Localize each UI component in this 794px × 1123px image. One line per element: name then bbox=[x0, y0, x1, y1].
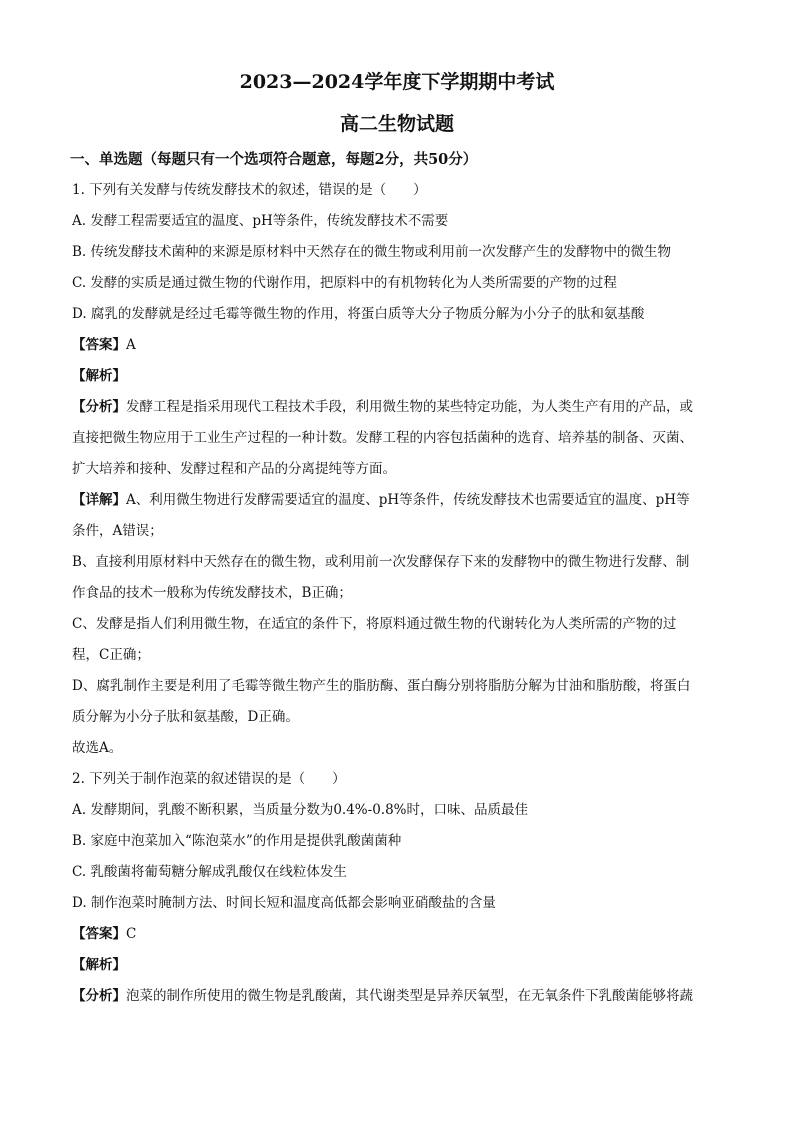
question-1-option-b: B. 传统发酵技术菌种的来源是原材料中天然存在的微生物或利用前一次发酵产生的发酵物中的微生物 bbox=[72, 244, 672, 260]
exam-title: 2023—2024学年度下学期期中考试 bbox=[239, 71, 555, 93]
question-1-option-c: C. 发酵的实质是通过微生物的代谢作用，把原料中的有机物转化为人类所需要的产物的过程 bbox=[72, 275, 617, 291]
fenxi-text: 发酵工程是指采用现代工程技术手段，利用微生物的某些特定功能，为人类生产有用的产品，或 bbox=[126, 399, 693, 415]
question-1-analysis-tag bbox=[72, 361, 722, 392]
question-1-xiangjie-line-8: 质分解为小分子肽和氨基酸，D正确。 bbox=[72, 709, 299, 725]
question-2-option-d: D. 制作泡菜时腌制方法、时间长短和温度高低都会影响亚硝酸盐的含量 bbox=[72, 895, 496, 911]
answer-value: A bbox=[126, 337, 136, 353]
question-1-xiangjie-line-4: 作食品的技术一般称为传统发酵技术，B正确； bbox=[72, 585, 352, 601]
fenxi-tag: 【分析】 bbox=[72, 988, 126, 1004]
fenxi-tag: 【分析】 bbox=[72, 399, 126, 415]
question-2-answer bbox=[72, 919, 722, 950]
analysis-tag: 【解析】 bbox=[72, 368, 126, 384]
question-1-answer bbox=[72, 330, 722, 361]
question-1-conclusion: 故选A。 bbox=[72, 740, 123, 756]
question-1-xiangjie-line-7: D、腐乳制作主要是利用了毛霉等微生物产生的脂肪酶、蛋白酶分别将脂肪分解为甘油和脂肪酸，将蛋白 bbox=[72, 678, 691, 694]
question-2-option-b: B. 家庭中泡菜加入“陈泡菜水”的作用是提供乳酸菌菌种 bbox=[72, 833, 402, 849]
question-1-stem: 1. 下列有关发酵与传统发酵技术的叙述，错误的是（ ） bbox=[72, 182, 427, 198]
answer-tag: 【答案】 bbox=[72, 926, 126, 942]
question-1-xiangjie-line-6: 程，C正确； bbox=[72, 647, 150, 663]
question-1-xiangjie-line-5: C、发酵是指人们利用微生物，在适宜的条件下，将原料通过微生物的代谢转化为人类所需的产物的过 bbox=[72, 616, 677, 632]
section-header: 一、单选题（每题只有一个选项符合题意，每题2分，共50分） bbox=[70, 151, 478, 168]
question-1-option-a: A. 发酵工程需要适宜的温度、pH等条件，传统发酵技术不需要 bbox=[72, 213, 449, 229]
question-2-stem: 2. 下列关于制作泡菜的叙述错误的是（ ） bbox=[72, 771, 346, 787]
question-1-fenxi-line-3: 扩大培养和接种、发酵过程和产品的分离提纯等方面。 bbox=[72, 461, 396, 477]
xiangjie-tag: 【详解】 bbox=[72, 492, 126, 508]
question-1-xiangjie-line-2: 条件，A错误； bbox=[72, 523, 163, 539]
question-1-fenxi-line-2: 直接把微生物应用于工业生产过程的一种计数。发酵工程的内容包括菌种的选育、培养基的制备、灭菌、 bbox=[72, 430, 693, 446]
exam-subtitle: 高二生物试题 bbox=[339, 113, 454, 135]
fenxi-text: 泡菜的制作所使用的微生物是乳酸菌，其代谢类型是异养厌氧型，在无氧条件下乳酸菌能够将蔬 bbox=[126, 988, 693, 1004]
question-2-option-c: C. 乳酸菌将葡萄糖分解成乳酸仅在线粒体发生 bbox=[72, 864, 347, 880]
question-2-fenxi-line-1 bbox=[72, 981, 722, 1012]
answer-value: C bbox=[126, 926, 137, 942]
xiangjie-text: A、利用微生物进行发酵需要适宜的温度、pH等条件，传统发酵技术也需要适宜的温度、pH等 bbox=[126, 492, 690, 508]
question-1-xiangjie-line-1 bbox=[72, 485, 722, 516]
question-1-xiangjie-line-3: B、直接利用原材料中天然存在的微生物，或利用前一次发酵保存下来的发酵物中的微生物进行发酵、制 bbox=[72, 554, 690, 570]
analysis-tag: 【解析】 bbox=[72, 957, 126, 973]
question-1-option-d: D. 腐乳的发酵就是经过毛霉等微生物的作用，将蛋白质等大分子物质分解为小分子的肽和氨基酸 bbox=[72, 306, 645, 322]
answer-tag: 【答案】 bbox=[72, 337, 126, 353]
question-2-analysis-tag bbox=[72, 950, 722, 981]
question-2-option-a: A. 发酵期间，乳酸不断积累，当质量分数为0.4%-0.8%时，口味、品质最佳 bbox=[72, 802, 528, 818]
question-1-fenxi-line-1 bbox=[72, 392, 722, 423]
